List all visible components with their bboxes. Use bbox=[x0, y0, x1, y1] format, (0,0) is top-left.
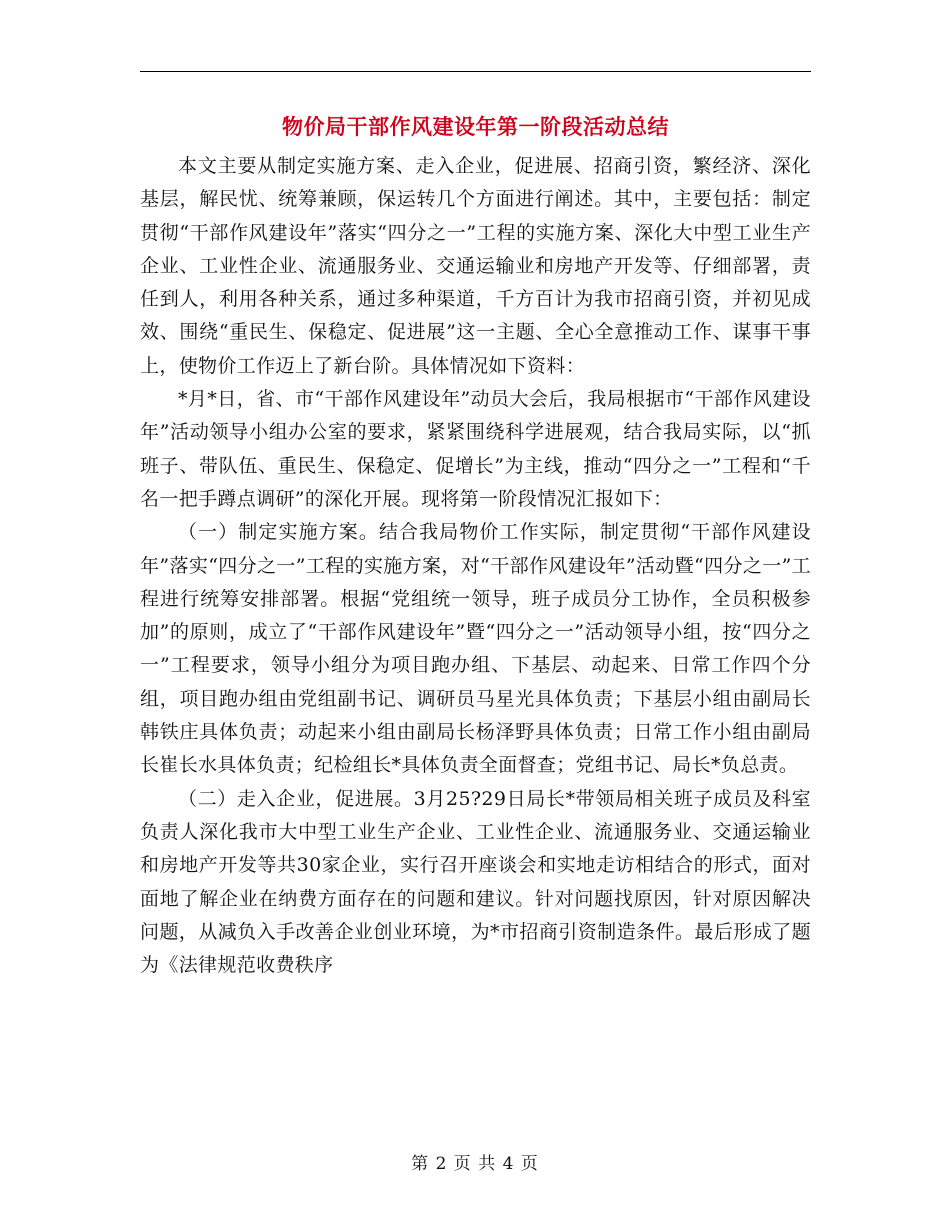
paragraph-background: *月*日，省、市“干部作风建设年”动员大会后，我局根据市“干部作风建设年”活动领导小组办公室的要求，紧紧围绕科学进展观，结合我局实际，以“抓班子、带队伍、重民生、保稳定、促增长”为主线，推动“四分之一”工程和“千名一把手蹲点调研”的深化开展。现将第一阶段情况汇报如下： bbox=[140, 388, 811, 510]
paragraph-section-2: （二）走入企业，促进展。3月25?29日局长*带领局相关班子成员及科室负责人深化我市大中型工业生产企业、工业性企业、流通服务业、交通运输业和房地产开发等共30家企业，实行召开座谈会和实地走访相结合的形式，面对面地了解企业在纳费方面存在的问题和建议。针对问题找原因，针对原因解决问题，从减负入手改善企业创业环境，为*市招商引资制造条件。最后形成了题为《法律规范收费秩序 bbox=[140, 787, 811, 977]
header-rule bbox=[140, 71, 811, 72]
page-number-footer: 第 2 页 共 4 页 bbox=[411, 1154, 539, 1174]
paragraph-section-1: （一）制定实施方案。结合我局物价工作实际，制定贯彻“干部作风建设年”落实“四分之一”工程的实施方案，对“干部作风建设年”活动暨“四分之一”工程进行统筹安排部署。根据“党组统一领导，班子成员分工协作，全员积极参加”的原则，成立了“干部作风建设年”暨“四分之一”活动领导小组，按“四分之一”工程要求，领导小组分为项目跑办组、下基层、动起来、日常工作四个分组，项目跑办组由党组副书记、调研员马星光具体负责；下基层小组由副局长韩铁庄具体负责；动起来小组由副局长杨泽野具体负责；日常工作小组由副局长崔长水具体负责；纪检组长*具体负责全面督查；党组书记、局长*负总责。 bbox=[140, 521, 811, 777]
document-body bbox=[140, 150, 811, 982]
paragraph-intro: 本文主要从制定实施方案、走入企业，促进展、招商引资，繁经济、深化基层，解民忧、统筹兼顾，保运转几个方面进行阐述。其中，主要包括：制定贯彻“干部作风建设年”落实“四分之一”工程的实施方案、深化大中型工业生产企业、工业性企业、流通服务业、交通运输业和房地产开发等、仔细部署，责任到人，利用各种关系，通过多种渠道，千方百计为我市招商引资，并初见成效、围绕“重民生、保稳定、促进展”这一主题、全心全意推动工作、谋事干事上，使物价工作迈上了新台阶。具体情况如下资料： bbox=[140, 155, 811, 377]
document-title: 物价局干部作风建设年第一阶段活动总结 bbox=[282, 114, 669, 139]
